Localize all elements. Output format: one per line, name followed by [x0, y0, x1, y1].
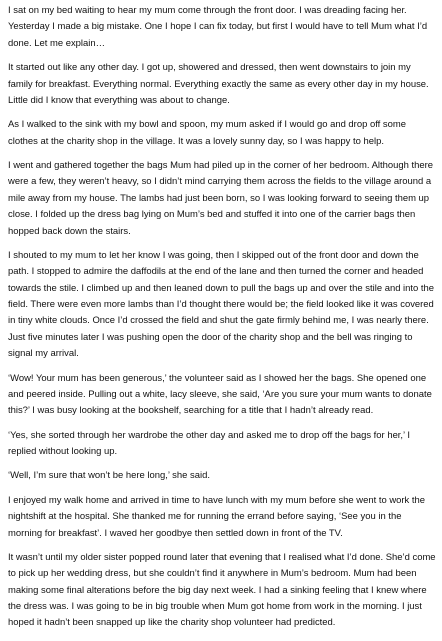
- story-paragraph-8: ‘Well, I’m sure that won’t be here long,’ she said.: [8, 470, 210, 482]
- story-paragraph-10: It wasn’t until my older sister popped round later that evening that I realised what I’d done. She’d come to pick up her wedding dress, but she couldn’t find it anywhere in Mum’s bedroom. Mum had been making some final alterations before the big day next week. I had a sinking feeling that I knew where the dress was. I was going to be in big trouble when Mum got home from work in the morning. I just hoped it hadn’t been snapped up like the charity shop volunteer had predicted.: [8, 551, 436, 629]
- story-paragraph-7: ‘Yes, she sorted through her wardrobe the other day and asked me to drop off the bags for her,’ I replied without looking up.: [8, 429, 411, 458]
- story-paragraph-4: I went and gathered together the bags Mum had piled up in the corner of her bedroom. Although there were a few, they weren’t heavy, so I didn’t mind carrying them across the fields to the village around a mile away from my house. The lambs had just been born, so I was looking forward to seeing them up close. I folded up the dress bag lying on Mum’s bed and stuffed it into one of the carrier bags then hopped back down the stairs.: [8, 159, 433, 237]
- story-paragraph-3: As I walked to the sink with my bowl and spoon, my mum asked if I would go and drop off some clothes at the charity shop in the village. It was a lovely sunny day, so I was happy to help.: [8, 119, 406, 147]
- story-paragraph-1: I sat on my bed waiting to hear my mum come through the front door. I was dreading facing her. Yesterday I made a big mistake. One I hope I can fix today, but first I would have to tell Mum what I’d done. Let me explain…: [8, 5, 428, 49]
- story-paragraph-2: It started out like any other day. I got up, showered and dressed, then went downstairs to join my family for breakfast. Everything normal. Everything exactly the same as every other day in my house. Little did I know that everything was about to change.: [8, 62, 429, 106]
- story-paragraph-6: ‘Wow! Your mum has been generous,’ the volunteer said as I showed her the bags. She opened one and peered inside. Pulling out a white, lacy sleeve, she said, ‘Are you sure your mum wants to donate this?’ I was busy looking at the bookshelf, searching for a title that I hadn’t already read.: [8, 372, 432, 417]
- story-paragraph-5: I shouted to my mum to let her know I was going, then I skipped out of the front door and down the path. I stopped to admire the daffodils at the end of the lane and then turned the corner and headed towards the stile. I climbed up and then leaned down to pull the bags up and over the stile and into the field. There were even more lambs than I’d thought there would be; the field looked like it was covered in tiny white clouds. Once I’d crossed the field and shut the gate firmly behind me, I was nearly there. Just five minutes later I was pushing open the door of the charity shop and the bell was ringing to signal my arrival.: [8, 249, 435, 360]
- story-paragraph-9: I enjoyed my walk home and arrived in time to have lunch with my mum before she went to work the nightshift at the hospital. She thanked me for running the errand before saying, ‘See you in the morning for breakfast’. I waved her goodbye then settled down in front of the TV.: [8, 494, 426, 539]
